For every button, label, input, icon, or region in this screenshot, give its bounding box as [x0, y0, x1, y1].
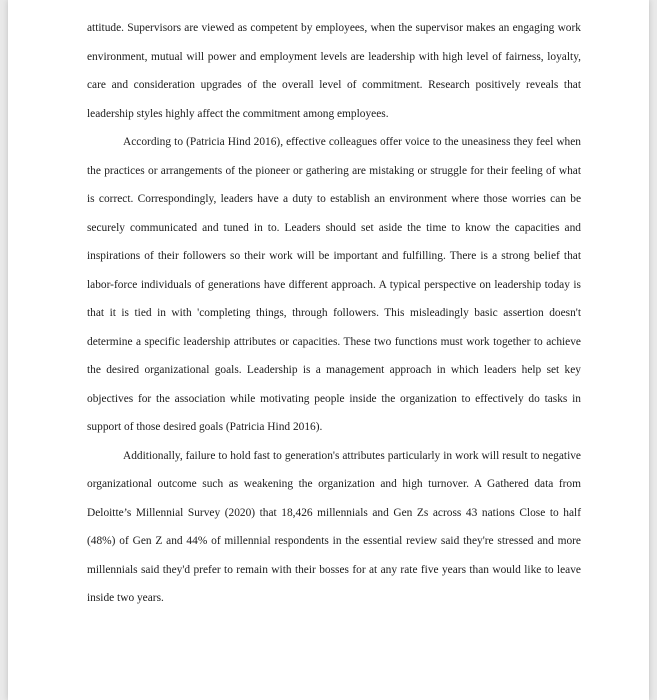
document-body: [87, 14, 581, 613]
paragraph-3: Additionally, failure to hold fast to generation's attributes particularly in work will result to negative organizational outcome such as weakening the organization and high turnover. A Gathered data from Deloitte’s Millennial Survey (2020) that 18,426 millennials and Gen Zs across 43 nations Close to half (48%) of Gen Z and 44% of millennial respondents in the essential review said they're stressed and more millennials said they'd prefer to remain with their bosses for at any rate five years than would like to leave inside two years.: [87, 449, 581, 604]
paragraph-2: According to (Patricia Hind 2016), effective colleagues offer voice to the uneasiness they feel when the practices or arrangements of the pioneer or gathering are mistaking or struggle for their feeling of what is correct. Correspondingly, leaders have a duty to establish an environment where those worries can be securely communicated and tuned in to. Leaders should set aside the time to know the capacities and inspirations of their followers so their work will be important and fulfilling. There is a strong belief that labor-force individuals of generations have different approach. A typical perspective on leadership today is that it is tied in with 'completing things, through followers. This misleadingly basic assertion doesn't determine a specific leadership attributes or capacities. These two functions must work together to achieve the desired organizational goals. Leadership is a management approach in which leaders help set key objectives for the association while motivating people inside the organization to effectively do tasks in support of those desired goals (Patricia Hind 2016).: [87, 136, 581, 433]
document-page: [8, 0, 649, 700]
paragraph-1: attitude. Supervisors are viewed as competent by employees, when the supervisor makes an engaging work environment, mutual will power and employment levels are leadership with high level of fairness, loyalty, care and consideration upgrades of the overall level of commitment. Research positively reveals that leadership styles highly affect the commitment among employees.: [87, 22, 581, 120]
